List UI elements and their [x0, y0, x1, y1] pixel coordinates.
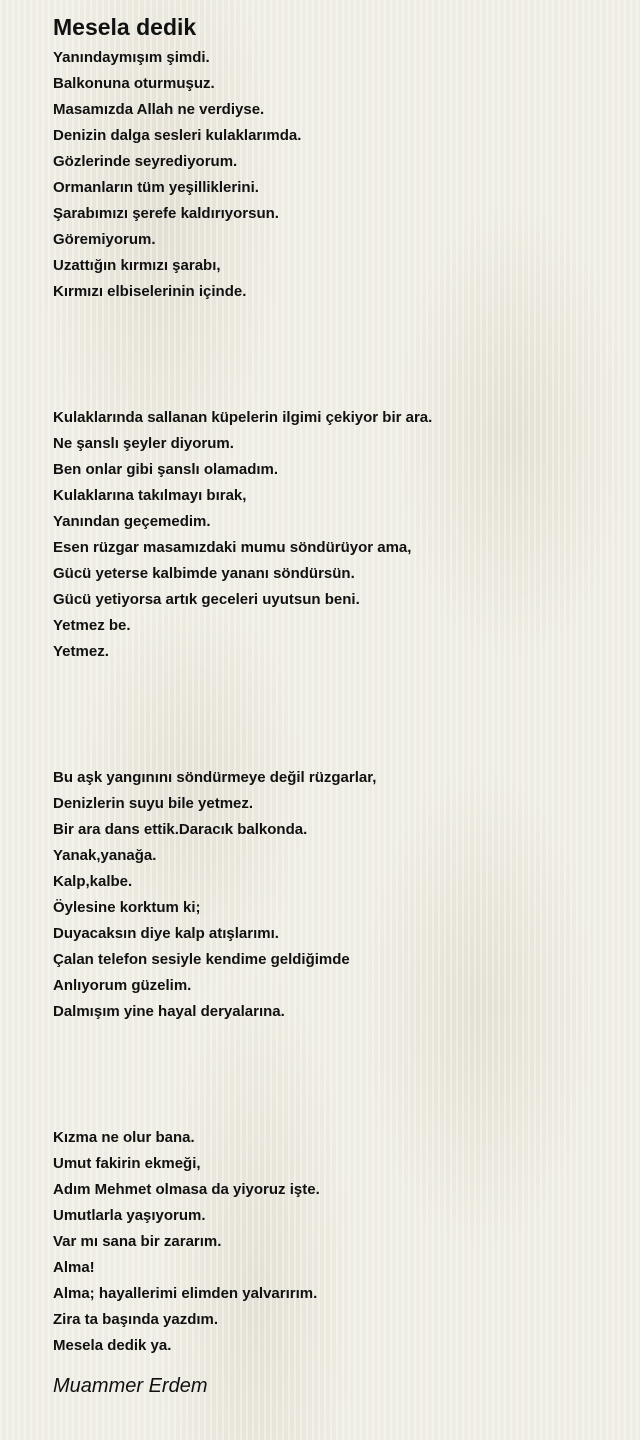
poem-line: Gözlerinde seyrediyorum. — [53, 153, 238, 170]
poem-line: Masamızda Allah ne verdiyse. — [53, 101, 265, 118]
poem-line: Kırmızı elbiselerinin içinde. — [53, 283, 247, 300]
poem-line: Ne şanslı şeyler diyorum. — [53, 435, 234, 452]
poem-line: Kulaklarında sallanan küpelerin ilgimi çekiyor bir ara. — [53, 409, 433, 426]
poem-line: Yetmez. — [53, 643, 109, 660]
poem-line: Ormanların tüm yeşilliklerini. — [53, 179, 259, 196]
poem-line: Yanındaymışım şimdi. — [53, 49, 210, 66]
poem-line: Bu aşk yangınını söndürmeye değil rüzgarlar, — [53, 769, 377, 786]
poem-stanza-4 — [53, 1125, 613, 1359]
poem-line: Denizin dalga sesleri kulaklarımda. — [53, 127, 302, 144]
poem-line: Dalmışım yine hayal deryalarına. — [53, 1003, 285, 1020]
poem-line: Zira ta başında yazdım. — [53, 1311, 219, 1328]
poem-line: Gücü yetiyorsa artık geceleri uyutsun beni. — [53, 591, 360, 608]
poem-line: Umut fakirin ekmeği, — [53, 1155, 201, 1172]
poem-line: Yetmez be. — [53, 617, 131, 634]
poem-page — [53, 12, 613, 1399]
poem-line: Yanak,yanağa. — [53, 847, 157, 864]
poem-line: Esen rüzgar masamızdaki mumu söndürüyor ama, — [53, 539, 412, 556]
poem-line: Umutlarla yaşıyorum. — [53, 1207, 206, 1224]
poem-line: Bir ara dans ettik.Daracık balkonda. — [53, 821, 308, 838]
poem-line: Kızma ne olur bana. — [53, 1129, 195, 1146]
poem-line: Şarabımızı şerefe kaldırıyorsun. — [53, 205, 279, 222]
poem-line: Balkonuna oturmuşuz. — [53, 75, 215, 92]
poem-line: Denizlerin suyu bile yetmez. — [53, 795, 254, 812]
poem-line: Göremiyorum. — [53, 231, 156, 248]
poem-line: Anlıyorum güzelim. — [53, 977, 192, 994]
poem-line: Var mı sana bir zararım. — [53, 1233, 222, 1250]
poem-stanza-1 — [53, 45, 613, 305]
poem-line: Alma; hayallerimi elimden yalvarırım. — [53, 1285, 318, 1302]
poem-line: Alma! — [53, 1259, 95, 1276]
poem-line: Yanından geçemedim. — [53, 513, 211, 530]
poem-line: Ben onlar gibi şanslı olamadım. — [53, 461, 279, 478]
poem-line: Çalan telefon sesiyle kendime geldiğimde — [53, 951, 350, 968]
poem-line: Kalp,kalbe. — [53, 873, 133, 890]
poem-title: Mesela dedik — [53, 14, 197, 40]
poem-line: Öylesine korktum ki; — [53, 899, 201, 916]
poem-stanza-3 — [53, 765, 613, 1025]
poem-line: Duyacaksın diye kalp atışlarımı. — [53, 925, 279, 942]
poem-stanza-2 — [53, 405, 613, 665]
poem-line: Mesela dedik ya. — [53, 1337, 172, 1354]
poem-line: Gücü yeterse kalbimde yananı söndürsün. — [53, 565, 355, 582]
poem-author: Muammer Erdem — [53, 1375, 208, 1397]
poem-line: Kulaklarına takılmayı bırak, — [53, 487, 247, 504]
poem-line: Adım Mehmet olmasa da yiyoruz işte. — [53, 1181, 320, 1198]
poem-line: Uzattığın kırmızı şarabı, — [53, 257, 221, 274]
